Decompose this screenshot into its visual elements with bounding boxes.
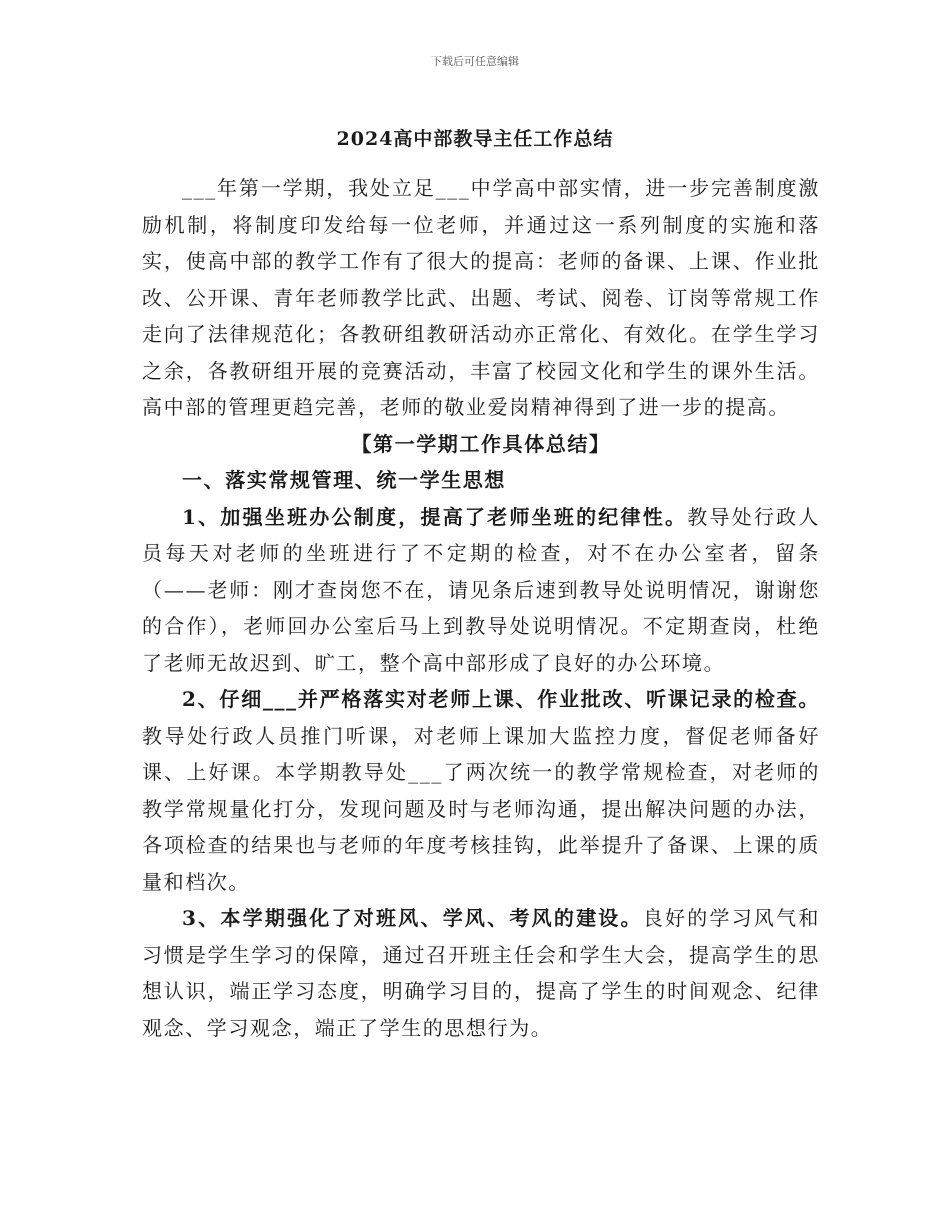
item-lead-2: 2、仔细___并严格落实对老师上课、作业批改、听课记录的检查。 xyxy=(182,687,820,711)
item-paragraph-1 xyxy=(142,499,820,682)
item-text-3: 良好的学习风气和习惯是学生学习的保障，通过召开班主任会和学生大会，提高学生的思想认识，端正学习态度，明确学习目的，提高了学生的时间观念、纪律观念、学习观念，端正了学生的思想行为。 xyxy=(142,906,820,1040)
item-lead-1: 1、加强坐班办公制度，提高了老师坐班的纪律性。 xyxy=(182,504,688,529)
document-title: 2024高中部教导主任工作总结 xyxy=(336,128,614,150)
item-paragraph-3 xyxy=(142,900,820,1046)
item-text-2: 教导处行政人员推门听课，对老师上课加大监控力度，督促老师备好课、上好课。本学期教导处___了两次统一的教学常规检查，对老师的教学常规量化打分，发现问题及时与老师沟通，提出解决问题的办法，各项检查的结果也与老师的年度考核挂钩，此举提升了备课、上课的质量和档次。 xyxy=(142,723,820,894)
item-paragraph-2 xyxy=(142,681,820,900)
subsection-heading: 一、落实常规管理、统一学生思想 xyxy=(182,468,506,492)
item-lead-3: 3、本学期强化了对班风、学风、考风的建设。 xyxy=(182,906,643,930)
document-body xyxy=(142,170,820,1046)
section-heading: 【第一学期工作具体总结】 xyxy=(351,431,611,456)
page-header-note: 下载后可任意编辑 xyxy=(431,55,519,68)
item-text-1: 教导处行政人员每天对老师的坐班进行了不定期的检查，对不在办公室者，留条（——老师：刚才查岗您不在，请见条后速到教导处说明情况，谢谢您的合作），老师回办公室后马上到教导处说明情况。不定期查岗，杜绝了老师无故迟到、旷工，整个高中部形成了良好的办公环境。 xyxy=(142,504,820,675)
intro-paragraph: ___年第一学期，我处立足___中学高中部实情，进一步完善制度激励机制，将制度印发给每一位老师，并通过这一系列制度的实施和落实，使高中部的教学工作有了很大的提高：老师的备课、上课、作业批改、公开课、青年老师教学比武、出题、考试、阅卷、订岗等常规工作走向了法律规范化；各教研组教研活动亦正常化、有效化。在学生学习之余，各教研组开展的竞赛活动，丰富了校园文化和学生的课外生活。高中部的管理更趋完善，老师的敬业爱岗精神得到了进一步的提高。 xyxy=(142,176,820,419)
